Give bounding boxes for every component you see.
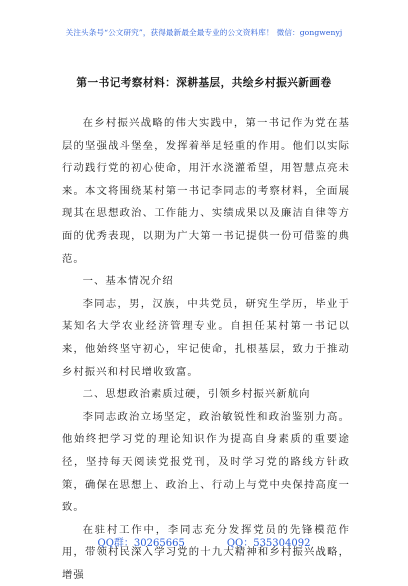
paragraph-political: 李同志政治立场坚定，政治敏锐性和政治鉴别力高。他始终把学习党的理论知识作为提高自身素质的重要途径，坚持每天阅读党报党刊，及时学习党的路线方针政策，确保在思想上、政治上、行动上与党中央保持高度一致。 bbox=[62, 410, 350, 514]
paragraph-basic-info: 李同志，男，汉族，中共党员，研究生学历，毕业于某知名大学农业经济管理专业。自担任某村第一书记以来，他始终坚守初心，牢记使命，扎根基层，致力于推动乡村振兴和村民增收致富。 bbox=[62, 297, 350, 378]
header-wechat: 微信：gongwenyj bbox=[276, 28, 343, 37]
document-body bbox=[62, 112, 350, 586]
document-title: 第一书记考察材料：深耕基层，共绘乡村振兴新画卷 bbox=[76, 77, 332, 89]
section-heading-political: 二、思想政治素质过硬，引领乡村振兴新航向 bbox=[82, 388, 311, 401]
footer-contacts bbox=[0, 534, 408, 549]
header-notice bbox=[0, 27, 408, 38]
paragraph-intro: 在乡村振兴战略的伟大实践中，第一书记作为党在基层的坚强战斗堡垒，发挥着举足轻重的作用。他们以实际行动践行党的初心使命，用汗水浇灌希望，用智慧点亮未来。本文将围绕某村第一书记李同志的考察材料，全面展现其在思想政治、工作能力、实绩成果以及廉洁自律等方面的优秀表现，以期为广大第一书记提供一份可借鉴的典范。 bbox=[62, 117, 350, 265]
paragraph-village-work: 在驻村工作中，李同志充分发挥党员的先锋模范作用，带领村民深入学习党的十九大精神和乡村振兴战略，增强 bbox=[62, 523, 350, 581]
footer-qq-group: QQ群：30265665 bbox=[97, 538, 185, 549]
section-heading-basic-info: 一、基本情况介绍 bbox=[82, 275, 174, 288]
header-notice-text: 关注头条号“公文研究”，获得最新最全最专业的公文资料库！ bbox=[65, 28, 274, 37]
footer-qq: QQ：535304092 bbox=[226, 538, 311, 549]
